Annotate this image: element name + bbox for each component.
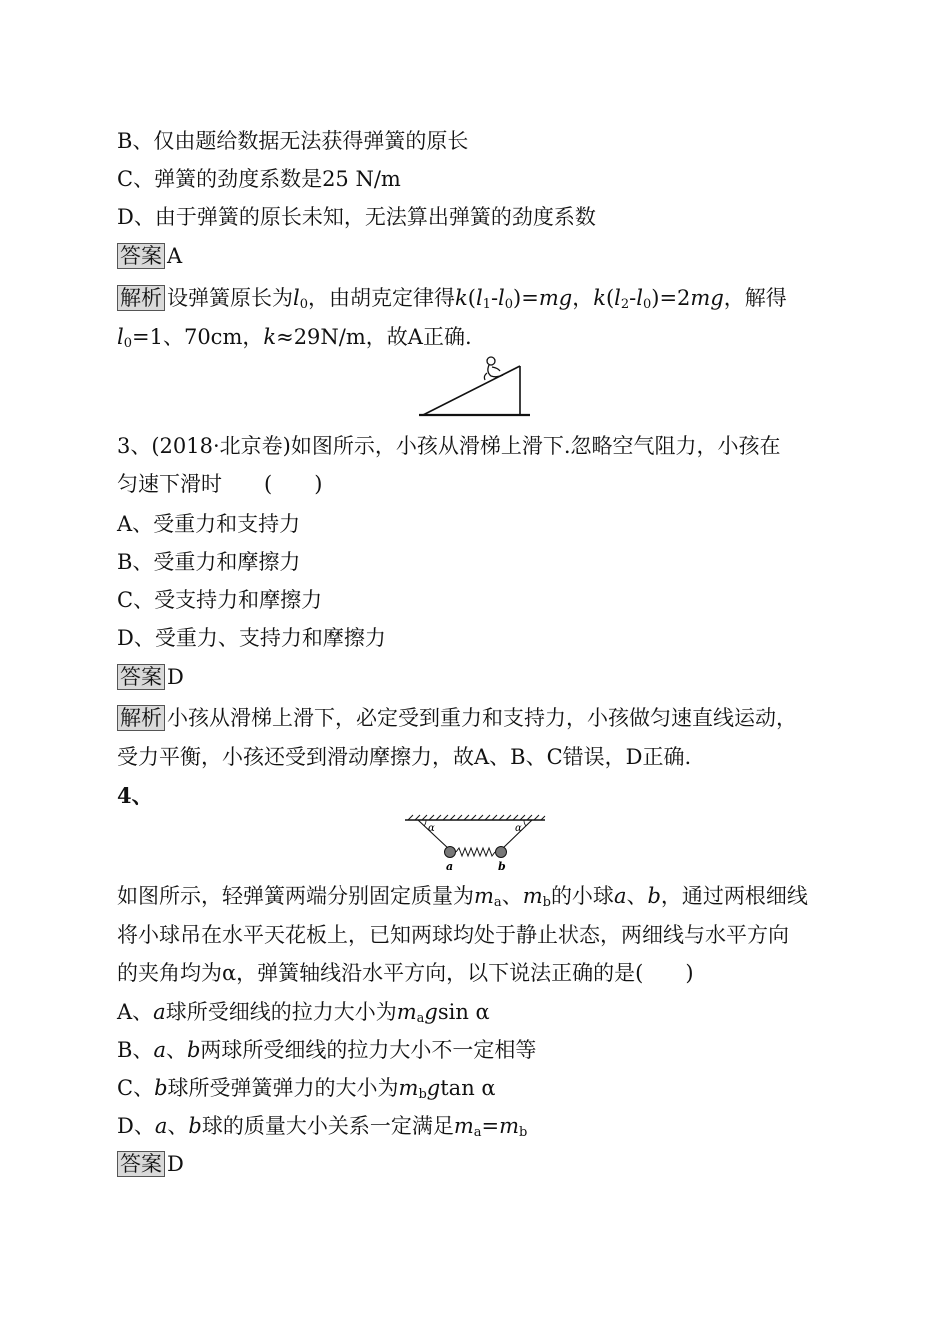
text: 球所受弹簧弹力的大小为 [167,1076,399,1100]
var: g [424,1000,438,1024]
sub: 2 [620,297,630,312]
var: l [117,325,124,349]
q4-stem-line2: 将小球吊在水平天花板上，已知两球均处于静止状态，两细线与水平方向 [117,923,789,947]
spring-coil [456,848,495,856]
var: a [153,1000,166,1024]
var: m [398,1076,419,1100]
q2-analysis-line2 [117,323,472,351]
text: ( [605,286,615,310]
q4-option-b [117,1036,536,1064]
text: tan α [440,1076,496,1100]
answer-label: 答案 [117,664,165,690]
var: l [614,286,621,310]
text: 设弹簧原长为 [167,286,293,310]
var: a [613,884,627,908]
ball-a-label: a [446,860,454,873]
q4-number: 4、 [117,783,153,808]
var: b [188,1114,202,1138]
q3-stem-line1: 3、(2018·北京卷)如图所示，小孩从滑梯上滑下.忽略空气阻力，小孩在 [117,434,781,458]
analysis-label: 解析 [117,705,165,731]
var: b [186,1038,201,1062]
right-angle-arc [524,820,526,826]
var: l [475,286,483,310]
var: mg [538,286,573,310]
answer-value: D [167,665,184,689]
text: sin α [437,1000,490,1024]
sub: 0 [504,297,514,312]
sub: a [416,1011,425,1026]
var: m [474,884,494,908]
text: - [490,286,499,310]
var: a [153,1038,166,1062]
text: 、 [501,884,523,908]
var: l [293,286,300,310]
child-icon [484,357,503,380]
var: m [396,1000,417,1024]
text: 的小球 [550,884,614,908]
q3-stem-line2: 匀速下滑时 ( ) [117,472,323,496]
text: 、 [167,1114,189,1138]
text: 球所受细线的拉力大小为 [165,1000,397,1024]
q3-answer [117,663,184,691]
text: ， [572,286,594,310]
alpha-right-label: α [515,823,522,834]
var: m [453,1114,474,1138]
q2-option-c: C、弹簧的劲度系数是25 N/m [117,167,401,191]
text: - [629,286,637,310]
ball-b-label: b [498,860,506,873]
text: ，由胡克定律得 [308,286,455,310]
text: 、 [626,884,648,908]
q2-answer [117,242,182,270]
var: g [426,1076,441,1100]
var: mg [690,286,724,310]
text: A、 [117,1000,154,1024]
text: ，通过两根细线 [660,884,808,908]
q4-option-d [117,1112,527,1140]
answer-value: D [167,1152,184,1176]
alpha-left-label: α [428,823,435,834]
ball-a [445,847,456,858]
var: l [498,286,505,310]
ball-b [496,847,507,858]
text: ( [467,286,476,310]
q4-option-a [117,998,490,1026]
sub: a [473,1125,482,1140]
slide-figure [417,354,533,418]
spring-balls-figure [402,814,548,874]
q4-stem-line1 [117,882,808,910]
sub: 0 [123,336,132,351]
q4-answer [117,1150,184,1178]
text: ≈29N/m，故A正确. [276,325,472,349]
text: C、 [117,1076,155,1100]
q2-analysis-line1 [117,284,787,312]
answer-label: 答案 [117,1151,165,1177]
sub: b [519,1125,528,1140]
text: )=2 [651,286,691,310]
var: m [499,1114,520,1138]
answer-label: 答案 [117,243,165,269]
answer-value: A [167,244,183,268]
var: k [593,286,606,310]
var: l [636,286,643,310]
var: b [154,1076,168,1100]
q4-stem-line3: 的夹角均为α，弹簧轴线沿水平方向，以下说法正确的是( ) [117,961,694,985]
var: a [154,1114,168,1138]
analysis-label: 解析 [117,285,165,311]
q4-option-c [117,1074,496,1102]
sub: 0 [642,297,652,312]
q3-analysis-line1 [117,704,797,732]
text: 如图所示，轻弹簧两端分别固定质量为 [117,884,474,908]
text: 球的质量大小关系一定满足 [201,1114,454,1138]
text: D、 [117,1114,155,1138]
q3-option-b: B、受重力和摩擦力 [117,550,301,574]
q3-analysis-line2: 受力平衡，小孩还受到滑动摩擦力，故A、B、C错误，D正确. [117,745,692,769]
sub: 1 [482,297,491,312]
text: )= [513,286,539,310]
var: k [263,325,277,349]
left-angle-arc [424,820,426,826]
q3-option-d: D、受重力、支持力和摩擦力 [117,626,386,650]
q2-option-d: D、由于弹簧的原长未知，无法算出弹簧的劲度系数 [117,205,596,229]
text: 两球所受细线的拉力大小不一定相等 [200,1038,537,1062]
text: =1、70cm， [132,325,264,349]
q2-option-b: B、仅由题给数据无法获得弹簧的原长 [117,129,469,153]
var: b [647,884,661,908]
q3-option-c: C、受支持力和摩擦力 [117,588,323,612]
text: B、 [117,1038,154,1062]
q3-option-a: A、受重力和支持力 [117,512,301,536]
sub: b [542,895,551,910]
text: = [481,1114,500,1138]
text: 、 [165,1038,187,1062]
var: m [522,884,543,908]
sub: 0 [299,297,308,312]
slide-surface [423,366,520,415]
text: 小孩从滑梯上滑下，必定受到重力和支持力，小孩做匀速直线运动， [167,706,797,730]
sub: a [493,895,502,910]
var: k [455,286,468,310]
sub: b [418,1087,427,1102]
text: ，解得 [723,286,787,310]
